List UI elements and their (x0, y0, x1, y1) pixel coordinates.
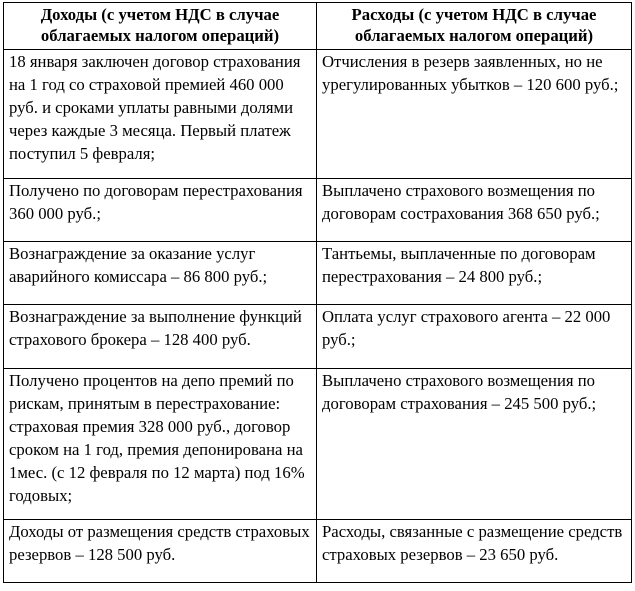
expense-cell: Выплачено страхового возмещения по договорам сострахования 368 650 руб.; (317, 179, 632, 242)
expense-cell: Расходы, связанные с размещение средств страховых резервов – 23 650 руб. (317, 520, 632, 583)
expense-cell: Тантьемы, выплаченные по договорам перестрахования – 24 800 руб.; (317, 242, 632, 305)
expense-cell: Оплата услуг страхового агента – 22 000 руб.; (317, 305, 632, 369)
income-cell: Вознаграждение за выполнение функций страхового брокера – 128 400 руб. (4, 305, 317, 369)
table-row (4, 369, 632, 520)
income-cell: Получено процентов на депо премий по рискам, принятым в перестрахование: страховая премия 328 000 руб., договор сроком на 1 год, премия депонирована на 1мес. (с 12 февраля по 12 марта) под 16% годовых; (4, 369, 317, 520)
income-cell: Получено по договорам перестрахования 360 000 руб.; (4, 179, 317, 242)
expense-cell: Отчисления в резерв заявленных, но не урегулированных убытков – 120 600 руб.; (317, 50, 632, 179)
table-row (4, 520, 632, 583)
income-expense-table (3, 2, 632, 583)
table-header-row (4, 3, 632, 50)
table-row (4, 50, 632, 179)
header-income: Доходы (с учетом НДС в случае облагаемых налогом операций) (4, 3, 317, 50)
header-expenses: Расходы (с учетом НДС в случае облагаемых налогом операций) (317, 3, 632, 50)
table-row (4, 179, 632, 242)
income-cell: Вознаграждение за оказание услуг аварийного комиссара – 86 800 руб.; (4, 242, 317, 305)
income-cell: Доходы от размещения средств страховых резервов – 128 500 руб. (4, 520, 317, 583)
table-row (4, 305, 632, 369)
income-cell: 18 января заключен договор страхования на 1 год со страховой премией 460 000 руб. и сроками уплаты равными долями через каждые 3 месяца. Первый платеж поступил 5 февраля; (4, 50, 317, 179)
table-row (4, 242, 632, 305)
expense-cell: Выплачено страхового возмещения по договорам страхования – 245 500 руб.; (317, 369, 632, 520)
